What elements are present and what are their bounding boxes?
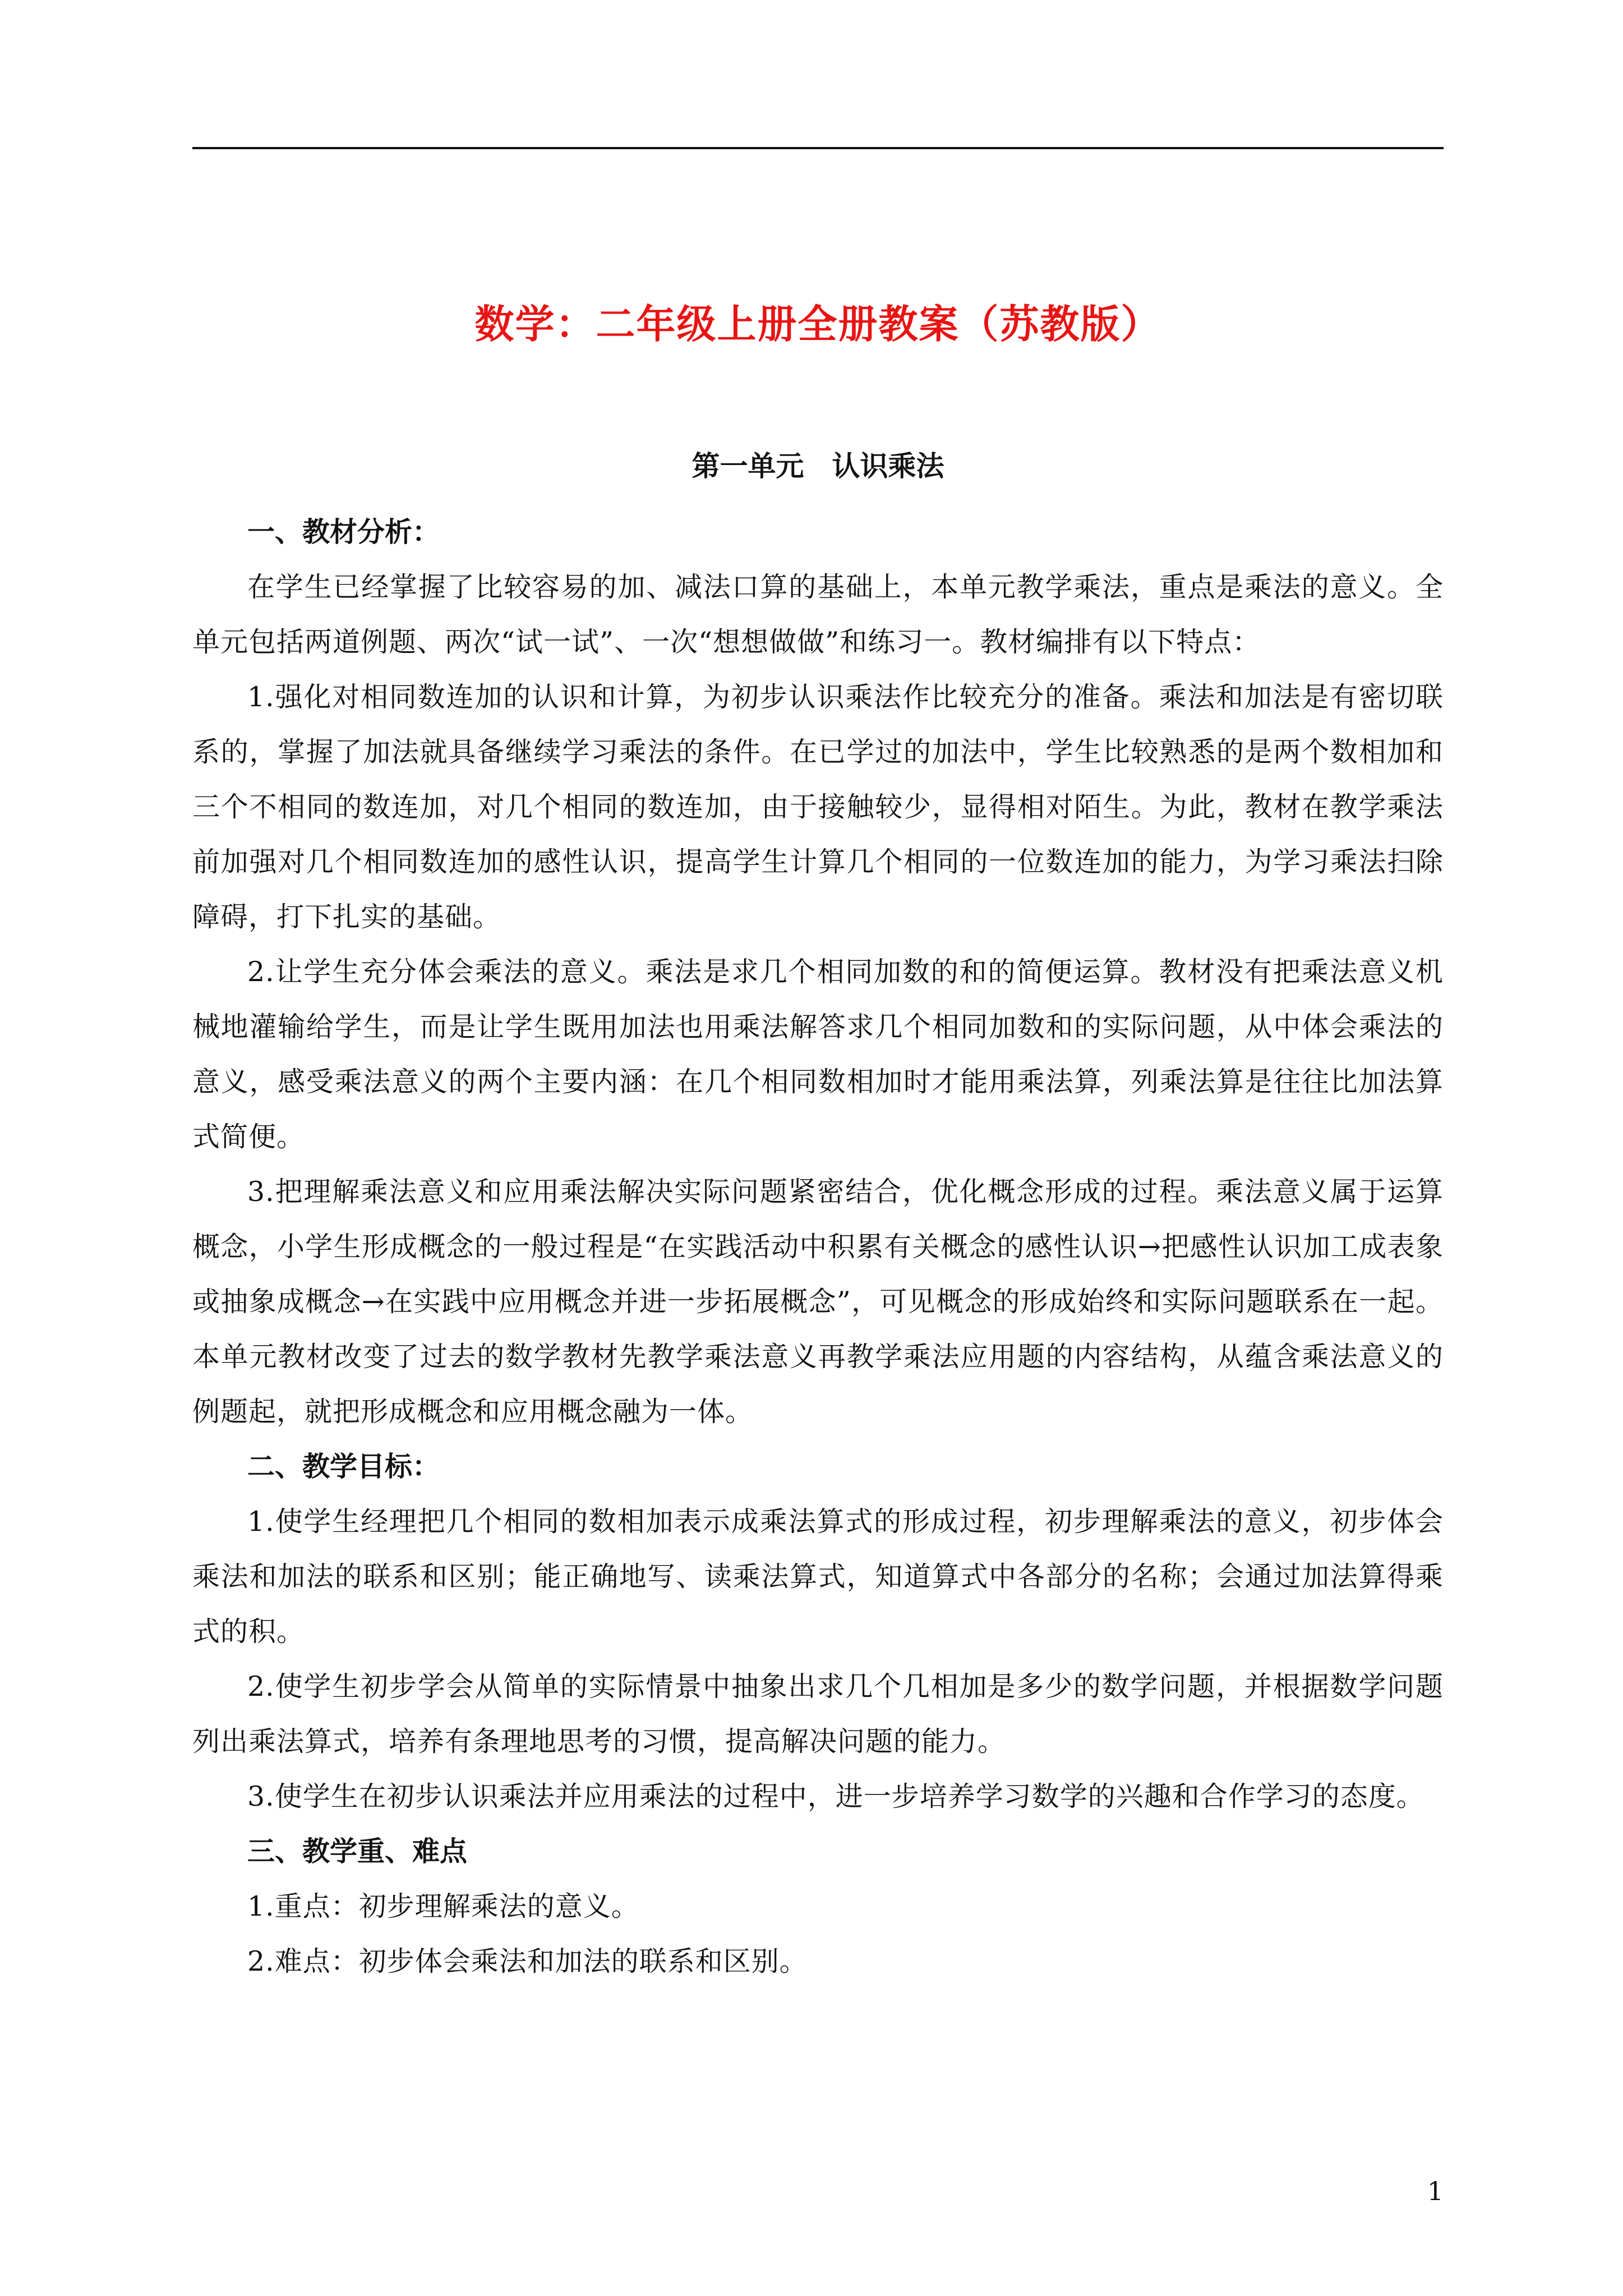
unit-title: 第一单元 认识乘法 (691, 450, 944, 482)
paragraph: 2.让学生充分体会乘法的意义。乘法是求几个相同加数的和的简便运算。教材没有把乘法意义机械地灌输给学生，而是让学生既用加法也用乘法解答求几个相同加数和的实际问题，从中体会乘法的意义，感受乘法意义的两个主要内涵：在几个相同数相加时才能用乘法算，列乘法算是往往比加法算式简便。 (192, 956, 1444, 1153)
paragraph: 1.强化对相同数连加的认识和计算，为初步认识乘法作比较充分的准备。乘法和加法是有密切联系的，掌握了加法就具备继续学习乘法的条件。在已学过的加法中，学生比较熟悉的是两个数相加和三个不相同的数连加，对几个相同的数连加，由于接触较少，显得相对陌生。为此，教材在教学乘法前加强对几个相同数连加的感性认识，提高学生计算几个相同的一位数连加的能力，为学习乘法扫除障碍，打下扎实的基础。 (192, 681, 1444, 933)
paragraph: 2.使学生初步学会从简单的实际情景中抽象出求几个几相加是多少的数学问题，并根据数学问题列出乘法算式，培养有条理地思考的习惯，提高解决问题的能力。 (192, 1671, 1444, 1757)
paragraph: 2.难点：初步体会乘法和加法的联系和区别。 (247, 1945, 808, 1977)
document-title: 数学：二年级上册全册教案（苏教版） (474, 301, 1161, 347)
paragraph: 1.重点：初步理解乘法的意义。 (247, 1890, 639, 1922)
paragraph: 1.使学生经理把几个相同的数相加表示成乘法算式的形成过程，初步理解乘法的意义，初步体会乘法和加法的联系和区别；能正确地写、读乘法算式，知道算式中各部分的名称；会通过加法算得乘式的积。 (192, 1506, 1444, 1648)
section-heading-analysis: 一、教材分析： (247, 516, 440, 548)
paragraph: 3.把理解乘法意义和应用乘法解决实际问题紧密结合，优化概念形成的过程。乘法意义属于运算概念，小学生形成概念的一般过程是“在实践活动中积累有关概念的感性认识→把感性认识加工成表象或抽象成概念→在实践中应用概念并进一步拓展概念”，可见概念的形成始终和实际问题联系在一起。本单元教材改变了过去的数学教材先教学乘法意义再教学乘法应用题的内容结构，从蕴含乘法意义的例题起，就把形成概念和应用概念融为一体。 (192, 1176, 1444, 1428)
header-rule (192, 147, 1444, 149)
section-heading-objectives: 二、教学目标： (247, 1451, 440, 1483)
paragraph: 3.使学生在初步认识乘法并应用乘法的过程中，进一步培养学习数学的兴趣和合作学习的态度。 (247, 1780, 1424, 1812)
section-heading-key-points: 三、教学重、难点 (247, 1835, 468, 1867)
paragraph: 在学生已经掌握了比较容易的加、减法口算的基础上，本单元教学乘法，重点是乘法的意义。全单元包括两道例题、两次“试一试”、一次“想想做做”和练习一。教材编排有以下特点： (192, 571, 1444, 658)
page-number: 1 (1427, 2176, 1444, 2206)
document-body (192, 505, 1444, 1989)
